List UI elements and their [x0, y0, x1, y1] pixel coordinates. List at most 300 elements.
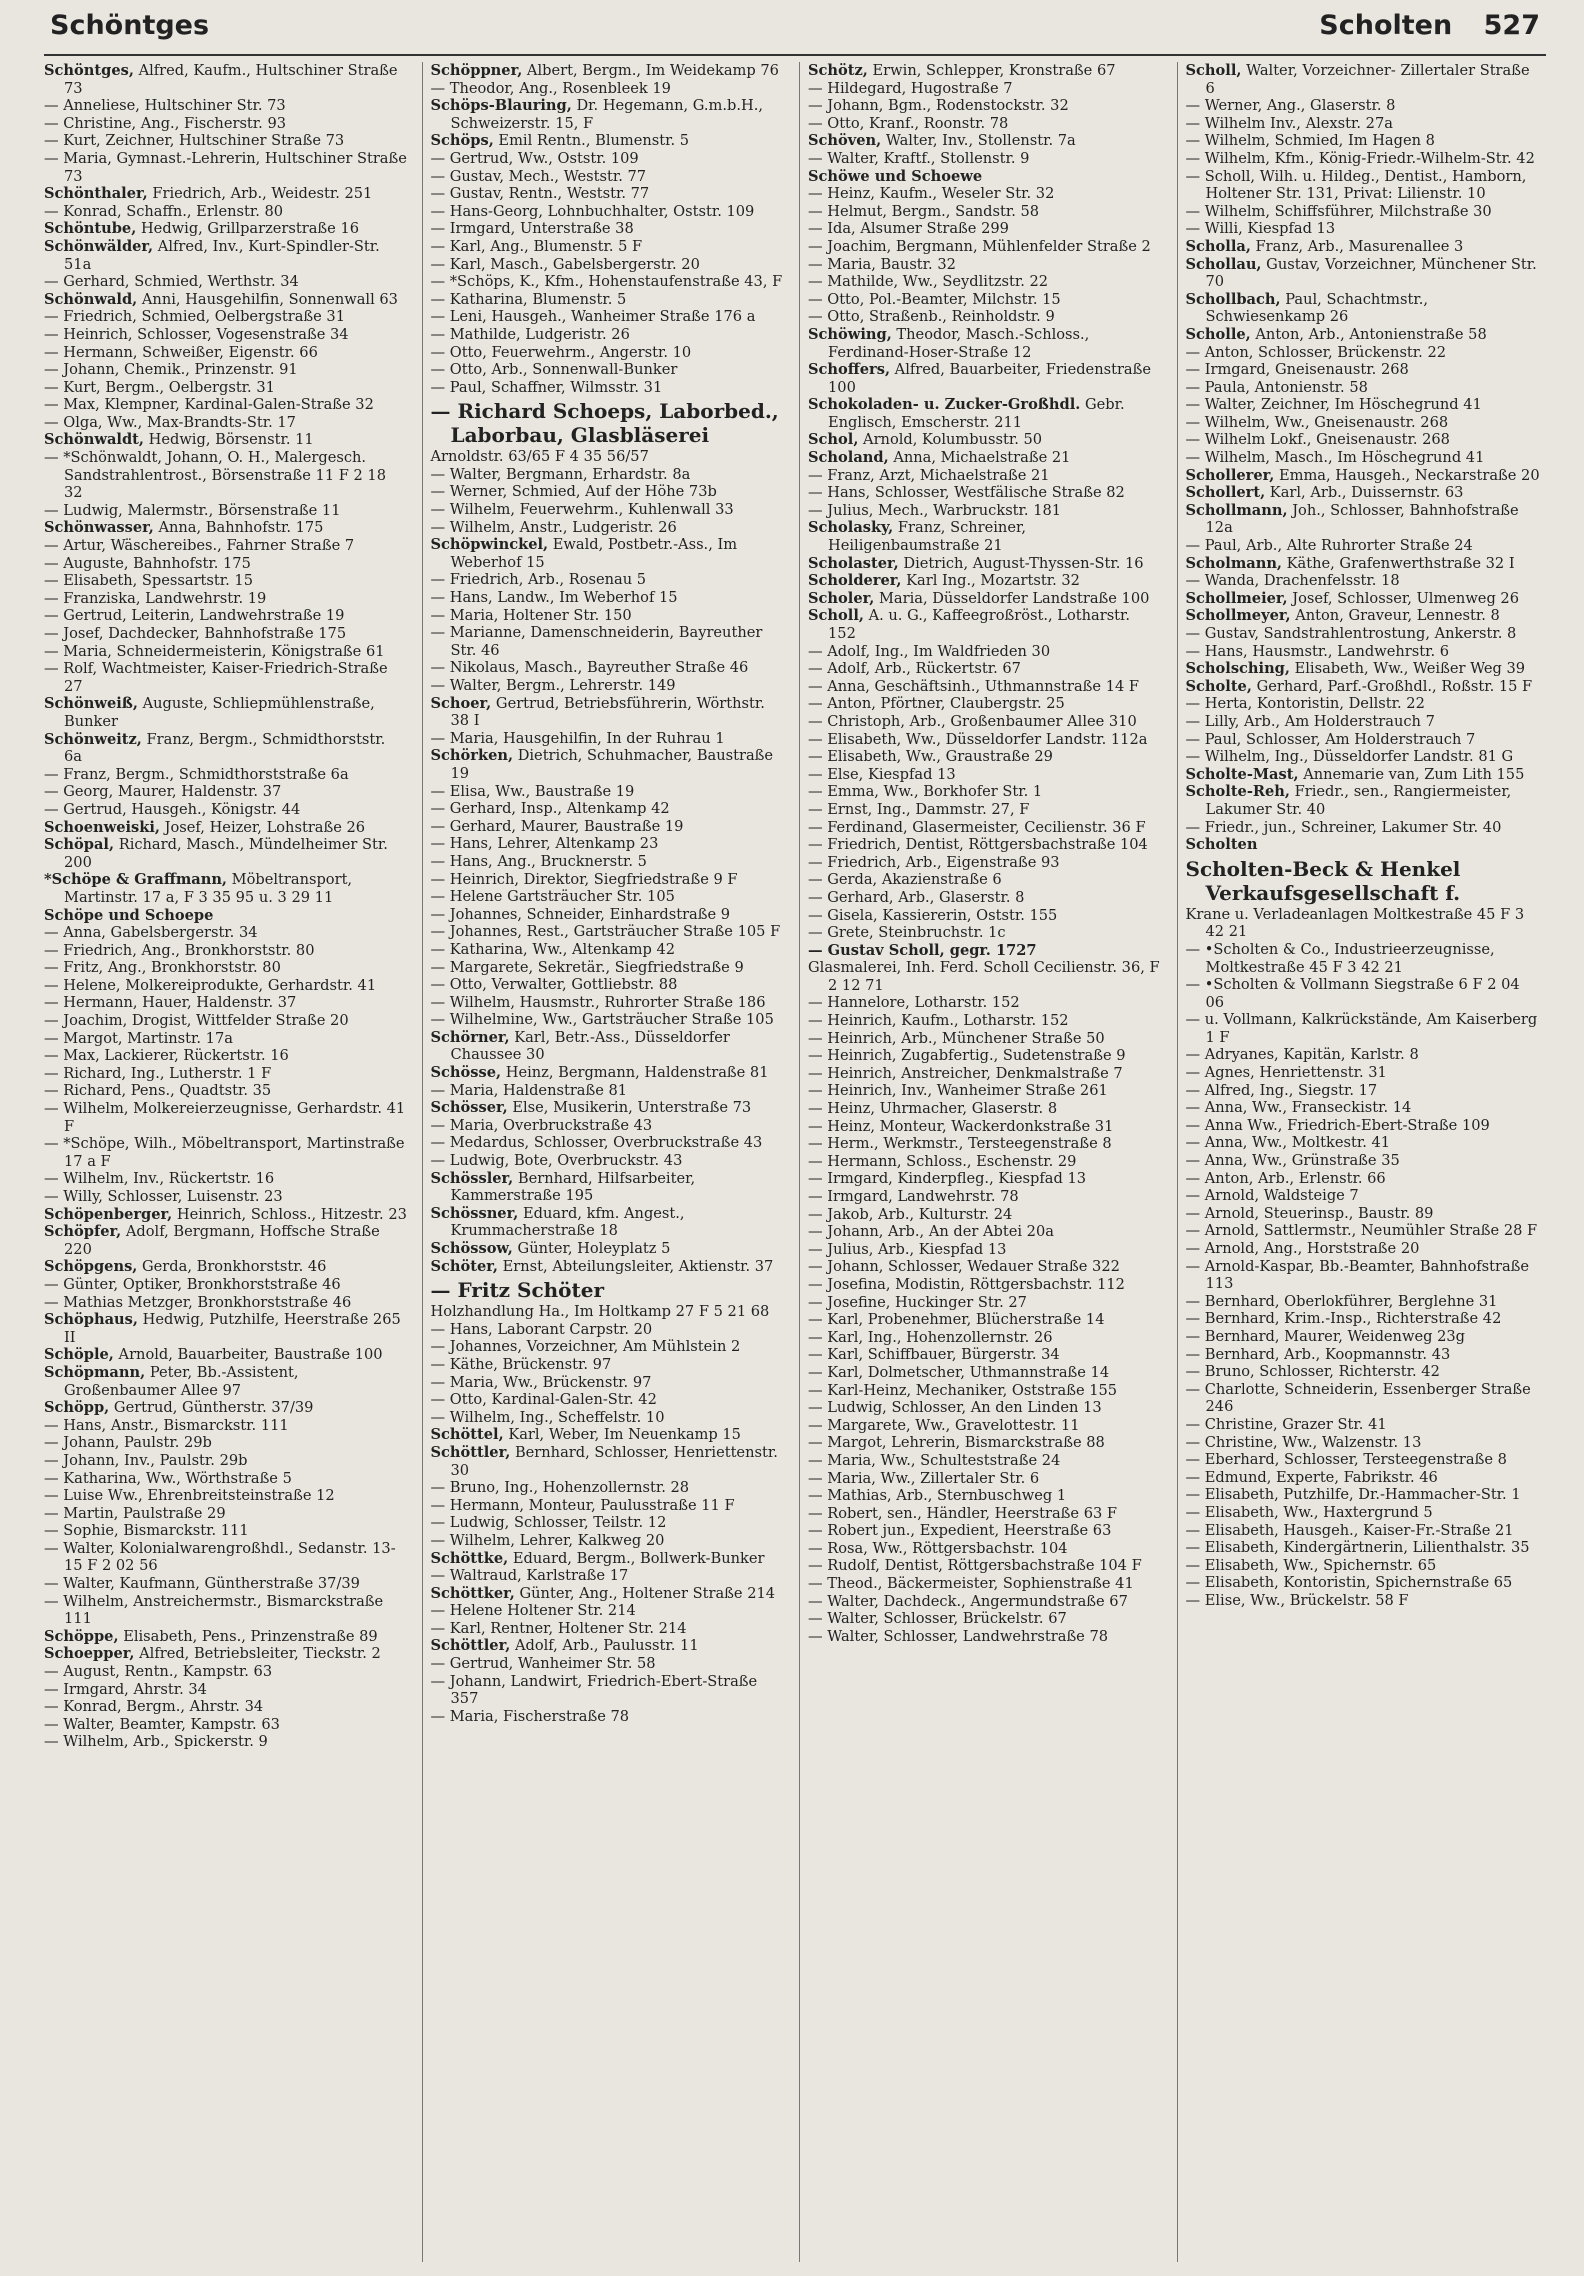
directory-entry — [44, 62, 408, 97]
directory-entry — [808, 203, 1163, 221]
entry-name: Schollmann, — [1185, 501, 1288, 519]
entry-details: — Friedrich, Ang., Bronkhorststr. 80 — [44, 941, 315, 959]
directory-entry — [431, 185, 786, 203]
directory-entry — [431, 906, 786, 924]
entry-details: — Wilhelm, Arb., Spickerstr. 9 — [44, 1733, 268, 1751]
entry-details: — Gustav, Sandstrahlentrostung, Ankerstr. 8 — [1185, 625, 1517, 642]
entry-details: — Gertrud, Ww., Oststr. 109 — [430, 149, 639, 167]
directory-entry — [431, 344, 786, 362]
directory-entry — [808, 942, 1163, 960]
entry-details: — Kurt, Bergm., Oelbergstr. 31 — [44, 378, 275, 396]
directory-entry — [431, 1637, 786, 1655]
entry-name: Scholl, — [1185, 62, 1242, 79]
entry-details: — Josefina, Modistin, Röttgersbachstr. 112 — [808, 1275, 1125, 1293]
directory-entry — [44, 1399, 408, 1417]
directory-entry — [431, 1356, 786, 1374]
directory-entry — [808, 1593, 1163, 1611]
entry-details: — Gisela, Kassiererin, Oststr. 155 — [808, 906, 1058, 924]
entry-details: Friedrich, Arb., Weidestr. 251 — [152, 185, 373, 203]
entry-details: Anton, Arb., Antonienstraße 58 — [1255, 325, 1487, 343]
directory-entry — [44, 625, 408, 643]
directory-entry — [431, 1374, 786, 1392]
entry-details: — Elisabeth, Putzhilfe, Dr.-Hammacher-Str. 1 — [1185, 1486, 1521, 1504]
entry-details: — Ludwig, Bote, Overbruckstr. 43 — [430, 1152, 683, 1170]
entry-name: Schöttel, — [430, 1426, 504, 1444]
directory-entry — [808, 150, 1163, 168]
directory-entry — [808, 256, 1163, 274]
entry-details: Eduard, Bergm., Bollwerk-Bunker — [512, 1549, 765, 1567]
entry-details: — Anna Ww., Friedrich-Ebert-Straße 109 — [1185, 1116, 1490, 1134]
entry-details: Gustav, Vorzeichner, Münchener Str. 70 — [1205, 255, 1537, 291]
directory-entry — [1186, 502, 1541, 537]
entry-details: — Anton, Pförtner, Claubergstr. 25 — [808, 695, 1065, 713]
directory-entry — [1186, 976, 1541, 1011]
directory-entry — [431, 695, 786, 730]
entry-details: — August, Rentn., Kampstr. 63 — [44, 1663, 273, 1681]
directory-entry — [1186, 748, 1541, 766]
directory-entry — [431, 1082, 786, 1100]
entry-details: Richard, Masch., Mündelheimer Str. 200 — [64, 836, 388, 871]
entry-details: Hedwig, Börsenstr. 11 — [148, 431, 314, 449]
entry-details: Anna, Michaelstraße 21 — [893, 449, 1071, 467]
directory-entry — [431, 203, 786, 221]
directory-entry — [44, 977, 408, 995]
entry-details: — Konrad, Bergm., Ahrstr. 34 — [44, 1698, 264, 1716]
directory-columns — [44, 62, 1546, 2262]
directory-entry — [431, 994, 786, 1012]
entry-details: Alfred, Inv., Kurt-Spindler-Str. 51a — [64, 237, 380, 273]
directory-entry — [44, 1681, 408, 1699]
directory-entry — [808, 678, 1163, 696]
entry-details: — Mathias Metzger, Bronkhorststraße 46 — [44, 1293, 352, 1311]
directory-entry — [1186, 291, 1541, 326]
entry-details: — Anna, Ww., Moltkestr. 41 — [1185, 1134, 1391, 1152]
directory-entry — [1186, 1293, 1541, 1311]
entry-details: — Heinz, Kaufm., Weseler Str. 32 — [808, 185, 1055, 203]
entry-details: — Anna, Ww., Grünstraße 35 — [1185, 1152, 1400, 1170]
directory-entry — [44, 1505, 408, 1523]
directory-entry — [808, 994, 1163, 1012]
directory-entry — [44, 396, 408, 414]
directory-entry — [808, 132, 1163, 150]
directory-entry — [1186, 857, 1541, 905]
directory-entry — [808, 1100, 1163, 1118]
entry-details: — Bernhard, Oberlokführer, Berglehne 31 — [1185, 1292, 1498, 1310]
entry-details: — Maria, Ww., Brückenstr. 97 — [430, 1373, 652, 1391]
entry-details: — Heinrich, Kaufm., Lotharstr. 152 — [808, 1012, 1069, 1030]
entry-details: — Eberhard, Schlosser, Tersteegenstraße 8 — [1185, 1451, 1507, 1469]
directory-entry — [44, 1294, 408, 1312]
directory-entry — [431, 448, 786, 466]
directory-entry — [44, 1434, 408, 1452]
entry-details: — Franziska, Landwehrstr. 19 — [44, 589, 267, 607]
entry-details: — Karl, Ing., Hohenzollernstr. 26 — [808, 1328, 1053, 1346]
directory-entry — [44, 959, 408, 977]
directory-entry — [808, 361, 1163, 396]
entry-details: Theodor, Masch.-Schloss., Ferdinand-Hoser-Straße 12 — [828, 325, 1090, 361]
entry-details: — Theodor, Ang., Rosenbleek 19 — [430, 79, 671, 97]
entry-details: Albert, Bergm., Im Weidekamp 76 — [526, 62, 779, 79]
entry-details: Karl Ing., Mozartstr. 32 — [906, 572, 1080, 590]
entry-details: Adolf, Bergmann, Hoffsche Straße 220 — [64, 1223, 380, 1258]
entry-details: — Werner, Ang., Glaserstr. 8 — [1185, 97, 1396, 115]
entry-details: — Johann, Chemik., Prinzenstr. 91 — [44, 361, 298, 379]
directory-entry — [808, 783, 1163, 801]
directory-entry — [808, 1505, 1163, 1523]
entry-details: — Wilhelm, Lehrer, Kalkweg 20 — [430, 1531, 665, 1549]
directory-entry — [44, 1452, 408, 1470]
directory-entry — [44, 308, 408, 326]
entry-details: Holzhandlung Ha., Im Holtkamp 27 F 5 21 68 — [430, 1303, 770, 1321]
directory-entry — [44, 273, 408, 291]
directory-entry — [1186, 115, 1541, 133]
entry-details: — Walter, Bergmann, Erhardstr. 8a — [430, 465, 691, 483]
entry-details: — Wilhelm, Ww., Gneisenaustr. 268 — [1185, 413, 1449, 431]
entry-name: Scholten — [1185, 836, 1258, 854]
entry-name: Schollau, — [1185, 255, 1262, 273]
entry-name: Schöpfer, — [44, 1223, 122, 1241]
entry-details: — Charlotte, Schneiderin, Essenberger Straße 246 — [1185, 1380, 1531, 1416]
entry-details: Annemarie van, Zum Lith 155 — [1303, 765, 1525, 783]
entry-details: — Johann, Paulstr. 29b — [44, 1434, 212, 1452]
directory-entry — [431, 466, 786, 484]
entry-details: — Ferdinand, Glasermeister, Cecilienstr. 36 F — [808, 818, 1146, 836]
entry-details: — Lilly, Arb., Am Holderstrauch 7 — [1185, 712, 1435, 730]
directory-entry — [44, 1470, 408, 1488]
directory-entry — [808, 1170, 1163, 1188]
directory-entry — [44, 1645, 408, 1663]
directory-entry — [431, 800, 786, 818]
directory-entry — [431, 607, 786, 625]
directory-entry — [44, 150, 408, 185]
entry-details: — Arnold, Ang., Horststraße 20 — [1185, 1240, 1420, 1257]
directory-entry — [431, 747, 786, 782]
entry-details: — Elisabeth, Ww., Düsseldorfer Landstr. 112a — [808, 730, 1148, 748]
directory-entry — [1186, 1416, 1541, 1434]
entry-details: — Fritz, Ang., Bronkhorststr. 80 — [44, 959, 281, 977]
directory-entry — [808, 1364, 1163, 1382]
entry-details: — Josef, Dachdecker, Bahnhofstraße 175 — [44, 625, 347, 642]
entry-details: — •Scholten & Co., Industrieerzeugnisse, Moltkestraße 45 F 3 42 21 — [1185, 940, 1495, 976]
entry-details: — Wilhelm, Kfm., König-Friedr.-Wilhelm-Str. 42 — [1185, 149, 1535, 167]
entry-details: — Hildegard, Hugostraße 7 — [808, 79, 1013, 97]
entry-details: — Johannes, Rest., Gartsträucher Straße 105 F — [430, 923, 781, 941]
entry-details: — Heinrich, Anstreicher, Denkmalstraße 7 — [808, 1064, 1123, 1082]
entry-details: — Helene, Molkereiprodukte, Gerhardstr. 41 — [44, 976, 377, 994]
directory-entry — [808, 1188, 1163, 1206]
directory-entry — [808, 308, 1163, 326]
directory-entry — [1186, 449, 1541, 467]
entry-details: — Friedrich, Dentist, Röttgersbachstraße 104 — [808, 836, 1148, 854]
directory-entry — [808, 168, 1163, 186]
entry-name: — Gustav Scholl, gegr. 1727 — [808, 941, 1037, 959]
directory-entry — [808, 1557, 1163, 1575]
directory-entry — [1186, 678, 1541, 696]
directory-entry — [431, 379, 786, 397]
directory-entry — [431, 659, 786, 677]
entry-details: — Mathilde, Ludgeristr. 26 — [430, 325, 630, 343]
entry-name: Schöpmann, — [44, 1363, 146, 1381]
directory-entry — [1186, 695, 1541, 713]
directory-entry — [808, 1470, 1163, 1488]
directory-entry — [431, 220, 786, 238]
entry-details: Dr. Hegemann, G.m.b.H., Schweizerstr. 15, F — [450, 97, 764, 132]
entry-details: — Hans-Georg, Lohnbuchhalter, Oststr. 109 — [430, 202, 755, 220]
entry-name: Scholasky, — [808, 519, 894, 537]
entry-details: — Helmut, Bergm., Sandstr. 58 — [808, 202, 1040, 220]
entry-details: — Walter, Zeichner, Im Höschegrund 41 — [1185, 396, 1482, 414]
entry-details: — Heinrich, Zugabfertig., Sudetenstraße 9 — [808, 1047, 1126, 1065]
directory-entry — [44, 1417, 408, 1435]
directory-entry — [431, 1321, 786, 1339]
directory-entry — [44, 942, 408, 960]
directory-entry — [1186, 1557, 1541, 1575]
page-number: 527 — [1483, 10, 1540, 41]
entry-details: Gebr. Englisch, Emscherstr. 211 — [828, 396, 1125, 431]
directory-entry — [44, 344, 408, 362]
entry-name: Scholle, — [1185, 325, 1251, 343]
directory-entry — [808, 572, 1163, 590]
entry-details: — Arnold, Sattlermstr., Neumühler Straße 28 F — [1185, 1222, 1538, 1240]
entry-name: Schöttler, — [430, 1443, 511, 1461]
entry-details: — Sophie, Bismarckstr. 111 — [44, 1522, 249, 1540]
directory-entry — [1186, 1134, 1541, 1152]
entry-details: — *Schöpe, Wilh., Möbeltransport, Martinstraße 17 a F — [44, 1135, 405, 1170]
entry-name: Schöphaus, — [44, 1311, 138, 1329]
directory-entry — [44, 783, 408, 801]
entry-details: — *Schönwaldt, Johann, O. H., Malergesch. Sandstrahlentrost., Börsenstraße 11 F 2 18 32 — [44, 449, 387, 502]
entry-details: — Wilhelm, Schmied, Im Hagen 8 — [1185, 132, 1435, 150]
directory-entry — [431, 976, 786, 994]
entry-details: — Walter, Kolonialwarengroßhdl., Sedanstr. 13-15 F 2 02 56 — [44, 1539, 396, 1575]
directory-entry — [1186, 150, 1541, 168]
entry-details: — Arnold, Steuerinsp., Baustr. 89 — [1185, 1204, 1434, 1222]
entry-details: Gertrud, Betriebsführerin, Wörthstr. 38 I — [450, 694, 765, 730]
directory-entry — [1186, 1592, 1541, 1610]
entry-name: — Richard Schoeps, Laborbed., Laborbau, Glasbläserei — [430, 399, 779, 448]
directory-entry — [808, 1082, 1163, 1100]
directory-entry — [808, 660, 1163, 678]
directory-entry — [431, 871, 786, 889]
directory-entry — [808, 1311, 1163, 1329]
directory-entry — [1186, 1205, 1541, 1223]
entry-details: — Julius, Arb., Kiespfad 13 — [808, 1240, 1007, 1258]
entry-details: — Elisabeth, Kontoristin, Spichernstraße 65 — [1185, 1574, 1513, 1592]
entry-details: — Johann, Landwirt, Friedrich-Ebert-Straße 357 — [430, 1672, 758, 1708]
entry-name: Schössler, — [430, 1169, 514, 1187]
entry-details: — Karl, Probenehmer, Blücherstraße 14 — [808, 1311, 1105, 1329]
entry-name: Schönweitz, — [44, 730, 142, 748]
directory-entry — [431, 589, 786, 607]
directory-entry — [808, 80, 1163, 98]
entry-details: — Irmgard, Landwehrstr. 78 — [808, 1188, 1019, 1205]
entry-details: — Paula, Antonienstr. 58 — [1185, 378, 1368, 396]
entry-details: — Martin, Paulstraße 29 — [44, 1504, 226, 1522]
directory-entry — [1186, 572, 1541, 590]
directory-entry — [44, 1223, 408, 1258]
directory-entry — [44, 607, 408, 625]
entry-details: — Adolf, Ing., Im Waldfrieden 30 — [808, 642, 1051, 660]
directory-entry — [808, 907, 1163, 925]
entry-name: Schöpal, — [44, 836, 115, 854]
entry-details: — Helene Gartsträucher Str. 105 — [430, 888, 675, 906]
directory-entry — [431, 1426, 786, 1444]
entry-details: — Margot, Lehrerin, Bismarckstraße 88 — [808, 1434, 1105, 1452]
entry-details: — Gertrud, Wanheimer Str. 58 — [430, 1655, 656, 1673]
directory-entry — [1186, 1240, 1541, 1258]
entry-details: — Johann, Schlosser, Wedauer Straße 322 — [808, 1258, 1120, 1276]
directory-entry — [808, 731, 1163, 749]
entry-details: — Herta, Kontoristin, Dellstr. 22 — [1185, 695, 1425, 713]
entry-name: Scholderer, — [808, 572, 902, 590]
entry-details: — Hermann, Schloss., Eschenstr. 29 — [808, 1152, 1077, 1170]
entry-name: Schönweiß, — [44, 695, 138, 713]
entry-details: — Günter, Optiker, Bronkhorststraße 46 — [44, 1275, 341, 1293]
entry-details: — Hermann, Hauer, Haldenstr. 37 — [44, 994, 297, 1012]
entry-name: Scholsching, — [1185, 660, 1290, 678]
directory-entry — [1186, 431, 1541, 449]
entry-details: — Anton, Arb., Erlenstr. 66 — [1185, 1169, 1386, 1187]
entry-name: Schollerer, — [1185, 466, 1275, 484]
entry-details: — Maria, Fischerstraße 78 — [430, 1707, 630, 1725]
entry-name: Schöttke, — [430, 1549, 509, 1567]
entry-details: Josef, Schlosser, Ulmenweg 26 — [1292, 589, 1519, 607]
entry-details: — Irmgard, Ahrstr. 34 — [44, 1680, 207, 1698]
entry-name: Schollert, — [1185, 484, 1266, 502]
entry-details: — Arnold-Kaspar, Bb.-Beamter, Bahnhofstraße 113 — [1185, 1257, 1530, 1293]
entry-details: — Walter, Kaufmann, Güntherstraße 37/39 — [44, 1575, 360, 1593]
entry-details: Anna, Bahnhofstr. 175 — [158, 519, 324, 537]
entry-name: Schöttker, — [430, 1584, 515, 1602]
directory-entry — [808, 1346, 1163, 1364]
entry-details: Erwin, Schlepper, Kronstraße 67 — [872, 62, 1116, 79]
entry-name: Scholmann, — [1185, 554, 1283, 572]
entry-details: — Paul, Arb., Alte Ruhrorter Straße 24 — [1185, 537, 1473, 555]
directory-entry — [808, 1276, 1163, 1294]
directory-entry — [1186, 1170, 1541, 1188]
entry-details: — Hans, Hausmstr., Landwehrstr. 6 — [1185, 642, 1450, 660]
entry-details: Glasmalerei, Inh. Ferd. Scholl Cecilienstr. 36, F 2 12 71 — [808, 959, 1160, 994]
directory-entry — [431, 1011, 786, 1029]
directory-entry — [1186, 1434, 1541, 1452]
directory-entry — [431, 483, 786, 501]
entry-name: Schönwaldt, — [44, 431, 144, 449]
entry-details: — Georg, Maurer, Haldenstr. 37 — [44, 783, 282, 801]
entry-details: Anton, Graveur, Lennestr. 8 — [1295, 607, 1500, 625]
directory-entry — [431, 273, 786, 291]
directory-entry — [808, 1522, 1163, 1540]
directory-entry — [431, 291, 786, 309]
entry-details: — Otto, Verwalter, Gottliebstr. 88 — [430, 976, 678, 994]
directory-entry — [1186, 836, 1541, 854]
entry-name: Schörner, — [430, 1028, 510, 1046]
directory-entry — [1186, 379, 1541, 397]
directory-entry — [1186, 1046, 1541, 1064]
entry-details: Dietrich, Schuhmacher, Baustraße 19 — [450, 747, 774, 782]
entry-name: Schollbach, — [1185, 290, 1281, 308]
directory-entry — [1186, 238, 1541, 256]
entry-details: — Gerhard, Arb., Glaserstr. 8 — [808, 888, 1025, 906]
directory-entry — [431, 97, 786, 132]
entry-details: — Anneliese, Hultschiner Str. 73 — [44, 97, 286, 115]
entry-name: Schöntges, — [44, 62, 134, 79]
directory-entry — [44, 431, 408, 449]
directory-entry — [44, 449, 408, 502]
entry-details: — Else, Kiespfad 13 — [808, 765, 956, 783]
directory-entry — [808, 889, 1163, 907]
entry-details: Gertrud, Güntherstr. 37/39 — [113, 1399, 314, 1417]
entry-details: — Wilhelm, Hausmstr., Ruhrorter Straße 186 — [430, 993, 766, 1011]
entry-details: — Franz, Arzt, Michaelstraße 21 — [808, 466, 1050, 484]
directory-entry — [808, 607, 1163, 642]
entry-details: — Paul, Schlosser, Am Holderstrauch 7 — [1185, 730, 1476, 748]
entry-details: — Otto, Kranf., Roonstr. 78 — [808, 114, 1009, 132]
directory-entry — [808, 1329, 1163, 1347]
entry-details: — Hermann, Schweißer, Eigenstr. 66 — [44, 343, 318, 361]
directory-entry — [44, 379, 408, 397]
entry-details: — Wanda, Drachenfelsstr. 18 — [1185, 572, 1400, 590]
entry-details: — Katharina, Ww., Altenkamp 42 — [430, 940, 676, 958]
directory-entry — [44, 1030, 408, 1048]
entry-details: — Adryanes, Kapitän, Karlstr. 8 — [1185, 1046, 1419, 1064]
directory-entry — [808, 1118, 1163, 1136]
entry-details: — Anton, Schlosser, Brückenstr. 22 — [1185, 343, 1447, 361]
entry-name: Schöwe und Schoewe — [808, 167, 983, 185]
directory-entry — [44, 766, 408, 784]
directory-entry — [431, 1409, 786, 1427]
entry-details: Peter, Bb.-Assistent, Großenbaumer Allee 97 — [64, 1363, 299, 1399]
entry-details: — Julius, Mech., Warbruckstr. 181 — [808, 501, 1062, 519]
entry-details: Gerda, Bronkhorststr. 46 — [142, 1258, 327, 1276]
directory-entry — [44, 907, 408, 925]
directory-entry — [431, 536, 786, 571]
directory-entry — [44, 1311, 408, 1346]
entry-name: Schol, — [808, 431, 859, 449]
entry-details: — Hannelore, Lotharstr. 152 — [808, 994, 1020, 1012]
entry-details: Heinrich, Schloss., Hitzestr. 23 — [176, 1205, 407, 1223]
entry-details: — Artur, Wäschereibes., Fahrner Straße 7 — [44, 537, 355, 555]
entry-details: — Max, Klempner, Kardinal-Galen-Straße 32 — [44, 396, 374, 414]
entry-details: Franz, Schreiner, Heiligenbaumstraße 21 — [828, 519, 1026, 555]
entry-name: Schönwasser, — [44, 519, 154, 537]
entry-details: — Elisabeth, Ww., Spichernstr. 65 — [1185, 1556, 1437, 1574]
directory-entry — [431, 1029, 786, 1064]
directory-entry — [44, 1487, 408, 1505]
entry-details: Günter, Ang., Holtener Straße 214 — [519, 1584, 776, 1602]
directory-entry — [808, 766, 1163, 784]
header-right-word: Scholten — [1319, 10, 1453, 41]
directory-entry — [808, 326, 1163, 361]
entry-details: Emil Rentn., Blumenstr. 5 — [498, 132, 690, 150]
directory-entry — [808, 115, 1163, 133]
entry-details: — Jakob, Arb., Kulturstr. 24 — [808, 1205, 1013, 1223]
entry-details: — Agnes, Henriettenstr. 31 — [1185, 1064, 1387, 1082]
entry-details: Franz, Bergm., Schmidthorststr. 6a — [64, 730, 386, 766]
entry-details: Elisabeth, Pens., Prinzenstraße 89 — [123, 1627, 378, 1645]
entry-details: — Willi, Kiespfad 13 — [1185, 220, 1336, 238]
entry-details: — Hans, Lehrer, Altenkamp 23 — [430, 835, 659, 853]
entry-details: — Karl, Ang., Blumenstr. 5 F — [430, 237, 643, 255]
directory-entry — [1186, 1469, 1541, 1487]
directory-entry — [1186, 819, 1541, 837]
directory-entry — [44, 1188, 408, 1206]
entry-details: — Nikolaus, Masch., Bayreuther Straße 46 — [430, 659, 749, 677]
directory-entry — [1186, 766, 1541, 784]
entry-details: Alfred, Kaufm., Hultschiner Straße 73 — [64, 62, 398, 97]
entry-details: — Hans, Anstr., Bismarckstr. 111 — [44, 1416, 289, 1434]
entry-name: Schöpenberger, — [44, 1205, 173, 1223]
directory-entry — [431, 62, 786, 80]
